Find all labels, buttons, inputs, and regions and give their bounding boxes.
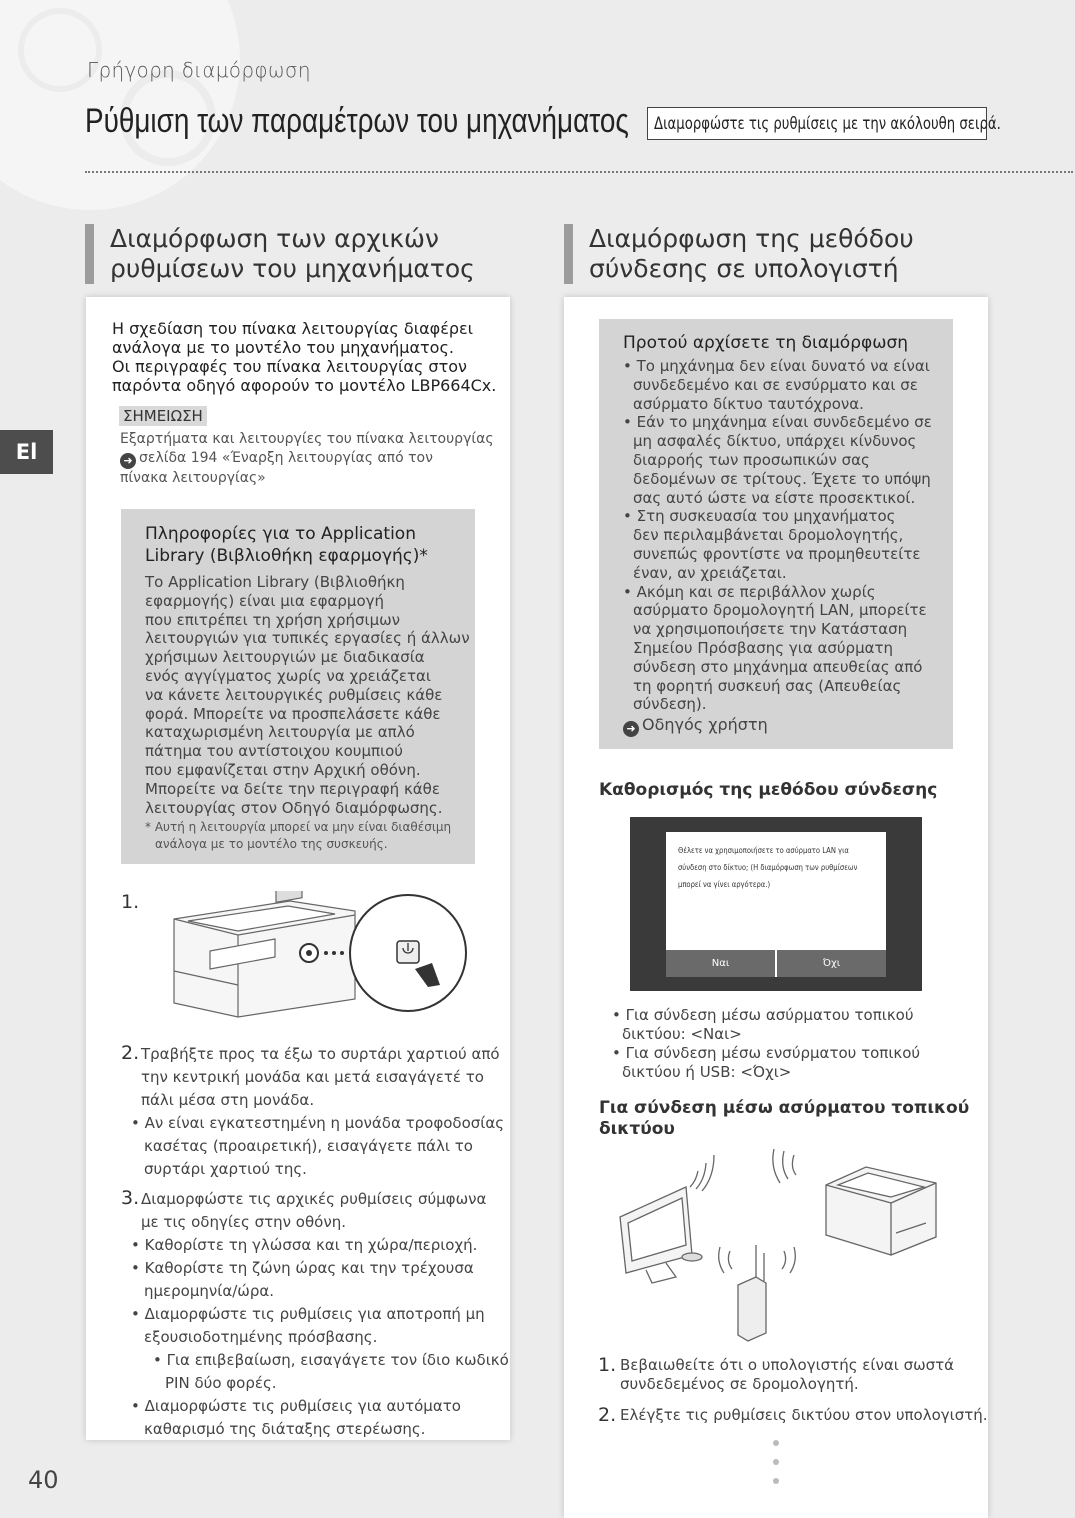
app-body-line: Το Application Library (Βιβλιοθήκη bbox=[145, 573, 405, 591]
step-bullet: • Καθορίστε τη γλώσσα και τη χώρα/περιοχή. bbox=[131, 1236, 478, 1254]
app-body-line: Μπορείτε να δείτε την περιγραφή κάθε bbox=[145, 779, 440, 798]
app-body-line: που εμφανίζεται στην Αρχική οθόνη. bbox=[145, 760, 421, 779]
step-line: την κεντρική μονάδα και μετά εισαγάγετέ το bbox=[141, 1068, 484, 1086]
footnote-line: * Αυτή η λειτουργία μπορεί να μην είναι διαθέσιμη bbox=[145, 820, 452, 834]
intro-text bbox=[112, 319, 496, 395]
step-3-number: 3. bbox=[121, 1187, 140, 1209]
note-link-text: σελίδα 194 «Έναρξη λειτουργίας από τον bbox=[139, 450, 433, 466]
wstep-line: Βεβαιωθείτε ότι ο υπολογιστής είναι σωστά bbox=[620, 1356, 955, 1374]
before-you-start-list bbox=[623, 357, 932, 737]
step-bullet: • Διαμορφώστε τις ρυθμίσεις για αποτροπή μη bbox=[131, 1305, 485, 1323]
step-line: πάλι μέσα στη μονάδα. bbox=[141, 1091, 315, 1109]
app-library-title bbox=[145, 523, 428, 567]
step-bullet: συρτάρι χαρτιού της. bbox=[144, 1160, 307, 1178]
before-line: • Ακόμη και σε περιβάλλον χωρίς bbox=[623, 582, 876, 601]
step-line: Τραβήξτε προς τα έξω το συρτάρι χαρτιού από bbox=[141, 1045, 500, 1063]
before-you-start-title: Προτού αρχίσετε τη διαμόρφωση bbox=[623, 333, 908, 353]
right-heading-line-2: σύνδεσης σε υπολογιστή bbox=[589, 254, 899, 283]
left-card bbox=[86, 297, 510, 1440]
note-tag: ΣΗΜΕΙΩΣΗ bbox=[119, 406, 207, 426]
app-body-line: να κάνετε λειτουργικές ρυθμίσεις κάθε bbox=[145, 685, 443, 704]
before-line: • Στη συσκευασία του μηχανήματος bbox=[623, 507, 896, 526]
user-guide-link[interactable] bbox=[623, 716, 932, 737]
left-heading-line-1: Διαμόρφωση των αρχικών bbox=[110, 224, 439, 253]
before-line: ασύρματο δίκτυο ταυτόχρονα. bbox=[633, 394, 864, 413]
before-line: έναν, αν χρειάζεται. bbox=[633, 563, 787, 582]
step-sub-bullet: • Για επιβεβαίωση, εισαγάγετε τον ίδιο κωδικό bbox=[153, 1351, 509, 1369]
before-line: διαρροής των προσωπικών σας bbox=[633, 450, 870, 469]
dialog-line: μπορεί να γίνει αργότερα.) bbox=[678, 880, 771, 889]
dialog-line: Θέλετε να χρησιμοποιήσετε το ασύρματο LAN για bbox=[678, 846, 849, 855]
app-body-line: λειτουργιών για τυπικές εργασίες ή άλλων bbox=[145, 629, 470, 648]
dialog-no-button[interactable]: Όχι bbox=[777, 950, 886, 977]
continuation-dot bbox=[773, 1459, 779, 1465]
wireless-step-1-number: 1. bbox=[598, 1354, 617, 1376]
step-1-number: 1. bbox=[121, 891, 140, 913]
before-line: Σημείου Πρόσβασης για ασύρματη bbox=[633, 638, 894, 657]
step-sub-bullet: PIN δύο φορές. bbox=[165, 1374, 277, 1392]
app-title-line: Library (Βιβλιοθήκη εφαρμογής)* bbox=[145, 546, 428, 566]
wireless-step-1-text bbox=[620, 1356, 954, 1394]
breadcrumb: Γρήγορη διαμόρφωση bbox=[87, 58, 311, 82]
arrow-right-icon: ➜ bbox=[623, 721, 639, 737]
page-number: 40 bbox=[28, 1466, 59, 1494]
wireless-step-2-number: 2. bbox=[598, 1404, 617, 1426]
app-body-line: χρήσιμων λειτουργιών με διαδικασία bbox=[145, 648, 425, 667]
step-bullet: καθαρισμό της διάταξης στερέωσης. bbox=[144, 1420, 426, 1438]
header-divider bbox=[85, 171, 1073, 173]
intro-line: παρόντα οδηγό αφορούν το μοντέλο LBP664Cx. bbox=[112, 376, 497, 395]
app-body-line: ενός αγγίγματος χωρίς να χρειάζεται bbox=[145, 666, 431, 685]
before-line: να χρησιμοποιήσετε την Κατάσταση bbox=[633, 620, 908, 639]
right-section-heading bbox=[564, 224, 914, 284]
step-3-text bbox=[131, 1188, 509, 1441]
step-bullet: • Διαμορφώστε τις ρυθμίσεις για αυτόματο bbox=[131, 1397, 461, 1415]
order-note-box bbox=[647, 107, 1001, 140]
language-tab: El bbox=[0, 430, 53, 474]
printer-power-illustration bbox=[170, 891, 470, 1051]
step-bullet: κασέτας (προαιρετική), εισαγάγετε πάλι το bbox=[144, 1137, 473, 1155]
before-line: δεδομένων σε τρίτους. Έχετε το υπόψη bbox=[633, 469, 931, 488]
before-line: • Εάν το μηχάνημα είναι συνδεδεμένο σε bbox=[623, 413, 932, 432]
connection-method-title: Καθορισμός της μεθόδου σύνδεσης bbox=[599, 780, 938, 800]
before-line: ασύρματο δρομολογητή LAN, μπορείτε bbox=[633, 601, 927, 620]
note-link[interactable] bbox=[120, 449, 494, 469]
app-library-box bbox=[121, 509, 475, 864]
before-you-start-box bbox=[599, 319, 953, 749]
connection-dialog bbox=[666, 832, 886, 977]
app-body-line: εφαρμογής) είναι μια εφαρμογή bbox=[145, 591, 385, 610]
dialog-yes-button[interactable]: Ναι bbox=[666, 950, 775, 977]
before-line: τη φορητή συσκευή σας (Απευθείας bbox=[633, 676, 902, 695]
wireless-title bbox=[599, 1098, 969, 1140]
intro-line: Οι περιγραφές του πίνακα λειτουργίας στον bbox=[112, 357, 467, 376]
step-bullet: • Αν είναι εγκατεστημένη η μονάδα τροφοδοσίας bbox=[131, 1114, 505, 1132]
app-body-line: λειτουργίας στον Οδηγό διαμόρφωσης. bbox=[145, 798, 443, 817]
note-text bbox=[120, 430, 494, 488]
continuation-dot bbox=[773, 1478, 779, 1484]
app-body-line: καταχωρισμένη λειτουργία με απλό bbox=[145, 723, 415, 742]
app-body-line: που επιτρέπει τη χρήση χρήσιμων bbox=[145, 610, 401, 629]
before-line: συνεπώς φροντίστε να προμηθευτείτε bbox=[633, 544, 921, 563]
step-line: Διαμορφώστε τις αρχικές ρυθμίσεις σύμφωνα bbox=[141, 1190, 487, 1208]
note-line: Εξαρτήματα και λειτουργίες του πίνακα λειτουργίας bbox=[120, 431, 494, 447]
wireless-title-line: Για σύνδεση μέσω ασύρματου τοπικού bbox=[599, 1098, 970, 1118]
connection-options bbox=[612, 1006, 920, 1082]
footnote-line: ανάλογα με το μοντέλο της συσκευής. bbox=[155, 837, 388, 851]
wstep-line: συνδεδεμένος σε δρομολογητή. bbox=[620, 1375, 859, 1393]
continuation-dot bbox=[773, 1440, 779, 1446]
page-title: Ρύθμιση των παραμέτρων του μηχανήματος bbox=[85, 102, 629, 140]
arrow-right-icon: ➜ bbox=[120, 453, 136, 469]
step-2-number: 2. bbox=[121, 1042, 140, 1064]
app-body-line: φορά. Μπορείτε να προσπελάσετε κάθε bbox=[145, 704, 441, 723]
step-2-text bbox=[131, 1043, 505, 1181]
intro-line: Η σχεδίαση του πίνακα λειτουργίας διαφέρει bbox=[112, 319, 474, 338]
before-line: σας αυτό ώστε να είστε προσεκτικοί. bbox=[633, 488, 916, 507]
step-bullet: εξουσιοδοτημένης πρόσβασης. bbox=[144, 1328, 378, 1346]
before-line: δεν περιλαμβάνεται δρομολογητής, bbox=[633, 526, 904, 545]
dialog-line: σύνδεση στο δίκτυο; (Η διαμόρφωση των ρυθμίσεων bbox=[678, 863, 858, 872]
step-line: με τις οδηγίες στην οθόνη. bbox=[141, 1213, 346, 1231]
step-bullet: ημερομηνία/ώρα. bbox=[144, 1282, 275, 1300]
option-line: • Για σύνδεση μέσω ενσύρματου τοπικού bbox=[612, 1044, 921, 1062]
connection-dialog-screen bbox=[630, 817, 922, 991]
step-bullet: • Καθορίστε τη ζώνη ώρας και την τρέχουσα bbox=[131, 1259, 474, 1277]
intro-line: ανάλογα με το μοντέλο του μηχανήματος. bbox=[112, 338, 454, 357]
app-body-line: πάτημα του αντίστοιχου κουμπιού bbox=[145, 742, 403, 761]
option-line: δικτύου: <Ναι> bbox=[622, 1025, 742, 1043]
wireless-title-line: δικτύου bbox=[599, 1119, 675, 1139]
wireless-network-illustration bbox=[606, 1145, 966, 1345]
wireless-step-2-text: Ελέγξτε τις ρυθμίσεις δικτύου στον υπολογιστή. bbox=[620, 1406, 988, 1424]
user-guide-text: Οδηγός χρήστη bbox=[642, 715, 768, 735]
left-heading-line-2: ρυθμίσεων του μηχανήματος bbox=[110, 254, 475, 283]
app-title-line: Πληροφορίες για το Application bbox=[145, 524, 416, 544]
option-line: • Για σύνδεση μέσω ασύρματου τοπικού bbox=[612, 1006, 914, 1024]
before-line: • Το μηχάνημα δεν είναι δυνατό να είναι bbox=[623, 357, 930, 375]
option-line: δικτύου ή USB: <Όχι> bbox=[622, 1063, 792, 1081]
before-line: σύνδεση). bbox=[633, 695, 707, 714]
app-footnote bbox=[145, 819, 451, 853]
order-note: Διαμορφώστε τις ρυθμίσεις με την ακόλουθη σειρά. bbox=[654, 114, 1001, 134]
app-library-body bbox=[145, 573, 470, 817]
before-line: μη ασφαλές δίκτυο, υπάρχει κίνδυνος bbox=[633, 432, 917, 451]
right-heading-line-1: Διαμόρφωση της μεθόδου bbox=[589, 224, 914, 253]
dialog-message bbox=[678, 842, 857, 893]
before-line: σύνδεση στο μηχάνημα απευθείας από bbox=[633, 657, 923, 676]
note-line: πίνακα λειτουργίας» bbox=[120, 470, 266, 486]
left-section-heading bbox=[85, 224, 475, 284]
before-line: συνδεδεμένο και σε ενσύρματο και σε bbox=[633, 375, 918, 394]
